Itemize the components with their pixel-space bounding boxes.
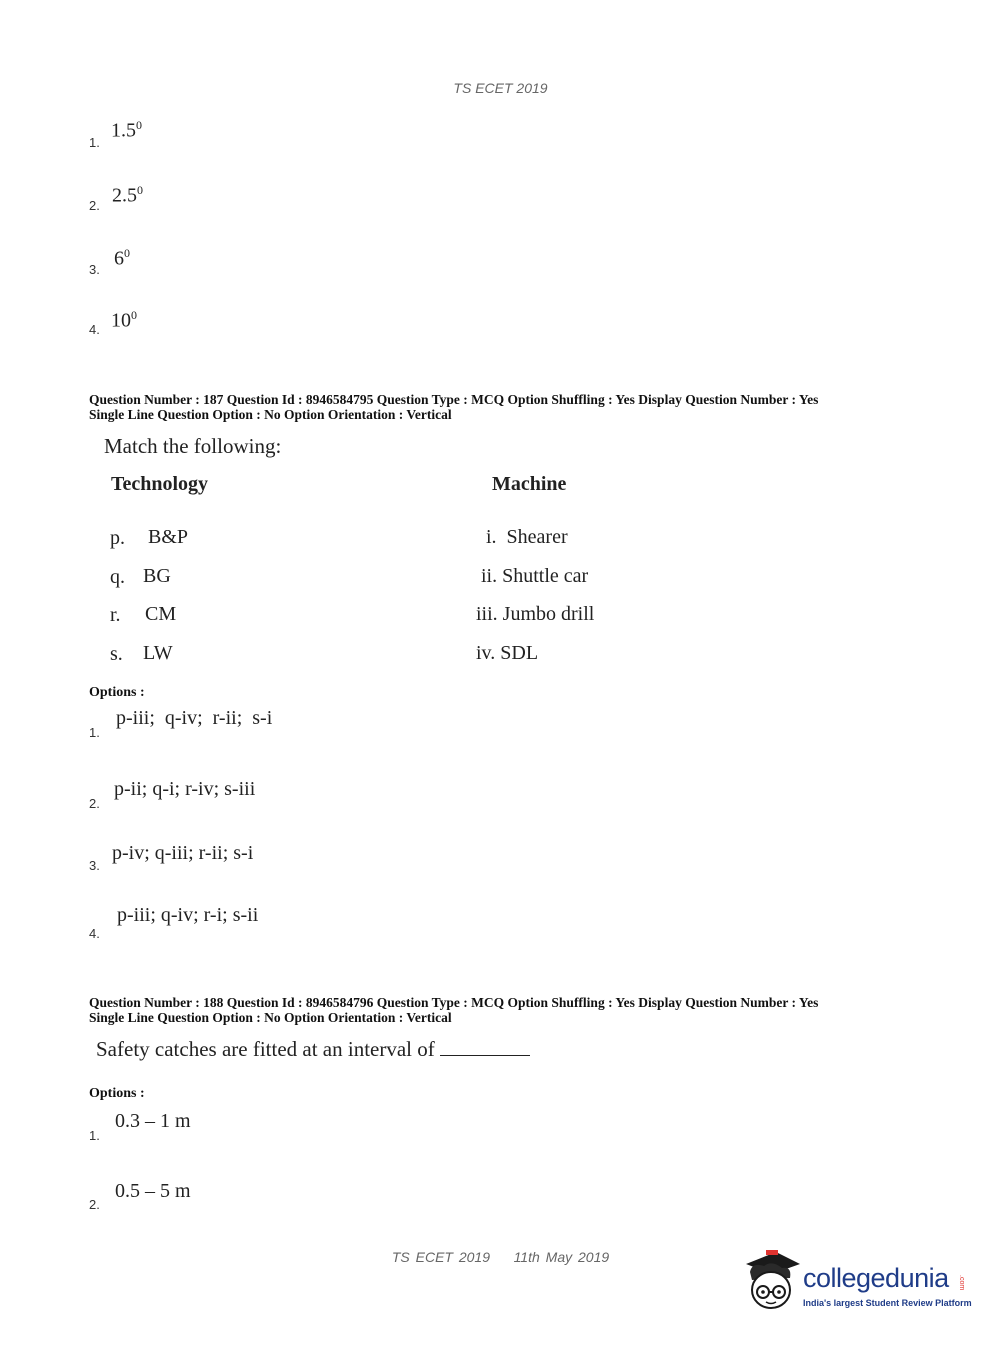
option-number: 2. — [89, 796, 100, 811]
option-number: 1. — [89, 135, 100, 150]
page-header-title: TS ECET 2019 — [453, 80, 548, 96]
option-text: p-iii; q-iv; r-i; s-ii — [117, 904, 259, 926]
option-number: 3. — [89, 262, 100, 277]
option-text: p-iv; q-iii; r-ii; s-i — [112, 842, 254, 864]
option-text: $1.5^0$ — [111, 118, 142, 142]
question-meta-line: Single Line Question Option : No Option Orientation : Vertical — [89, 407, 452, 422]
question-meta-line: Question Number : 188 Question Id : 8946584796 Question Type : MCQ Option Shuffling : Yes Display Question Number : Yes — [89, 995, 819, 1010]
table-left-key: p. — [110, 527, 125, 549]
option-number: 4. — [89, 322, 100, 337]
logo-tagline: India's largest Student Review Platform — [803, 1298, 972, 1308]
option-number: 2. — [89, 198, 100, 213]
option-number: 2. — [89, 1197, 100, 1212]
option-text: 0.3 – 1 m — [115, 1110, 191, 1132]
option-number: 1. — [89, 1128, 100, 1143]
table-left-key: s. — [110, 643, 123, 665]
table-left-value: BG — [143, 565, 171, 587]
option-text: p-iii; q-iv; r-ii; s-i — [116, 707, 273, 729]
mascot-icon — [742, 1250, 802, 1316]
table-right-item: i. Shearer — [486, 526, 568, 548]
table-right-item: iv. SDL — [476, 642, 539, 664]
table-left-value: LW — [143, 642, 173, 664]
footer-exam: TS ECET 2019 — [391, 1249, 490, 1265]
table-right-item: ii. Shuttle car — [481, 565, 589, 587]
question-meta-line: Single Line Question Option : No Option Orientation : Vertical — [89, 1010, 452, 1025]
column-header-technology: Technology — [111, 473, 209, 495]
options-label: Options : — [89, 1086, 145, 1101]
option-text: $2.5^0$ — [112, 183, 143, 207]
footer-date: 11th May 2019 — [513, 1249, 610, 1265]
logo-suffix: .com — [958, 1275, 965, 1291]
answer-blank — [440, 1037, 530, 1056]
option-text: $10^0$ — [111, 308, 137, 332]
option-text: p-ii; q-i; r-iv; s-iii — [114, 778, 256, 800]
question-stem — [96, 1037, 530, 1062]
question-stem-text: Safety catches are fitted at an interval of — [96, 1037, 435, 1061]
logo-wordmark: collegedunia — [803, 1263, 949, 1293]
column-header-machine: Machine — [492, 473, 567, 495]
option-text: 0.5 – 5 m — [115, 1180, 191, 1202]
table-left-value: CM — [145, 603, 177, 625]
table-right-item: iii. Jumbo drill — [476, 603, 595, 625]
option-text: $6^0$ — [114, 246, 130, 270]
option-number: 4. — [89, 926, 100, 941]
table-left-key: r. — [110, 604, 121, 626]
question-meta-line: Question Number : 187 Question Id : 8946584795 Question Type : MCQ Option Shuffling : Yes Display Question Number : Yes — [89, 392, 819, 407]
table-left-value: B&P — [148, 526, 189, 548]
option-number: 3. — [89, 858, 100, 873]
option-number: 1. — [89, 725, 100, 740]
question-stem: Match the following: — [104, 434, 282, 458]
options-label: Options : — [89, 685, 145, 700]
table-left-key: q. — [110, 566, 125, 588]
